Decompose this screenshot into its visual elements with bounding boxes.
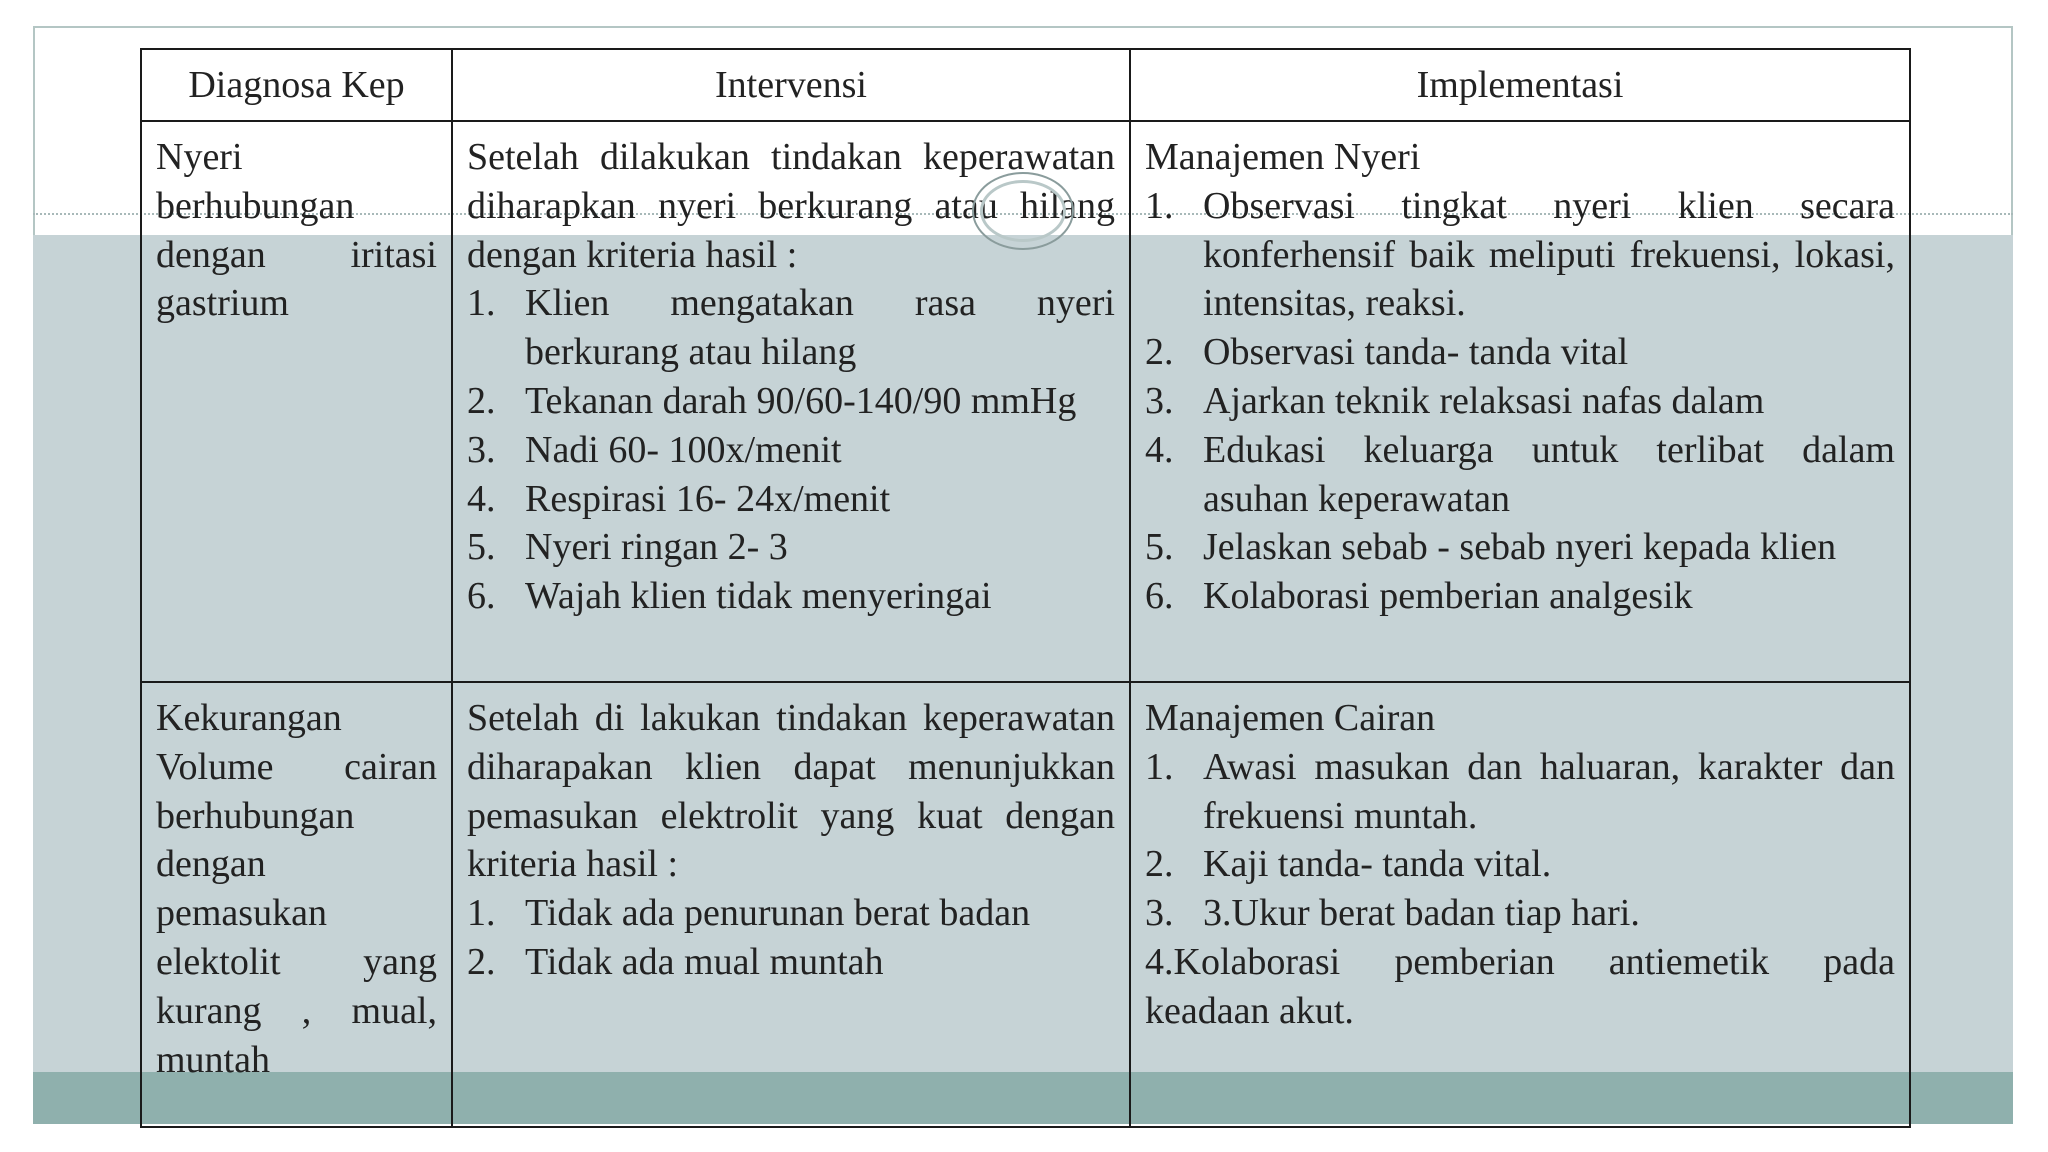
item-number: 2. (1145, 331, 1174, 374)
item-text: Tidak ada mual muntah (525, 940, 884, 983)
item-number: 3. (1145, 892, 1174, 935)
table-row (141, 682, 1910, 1127)
diagnosis-cell (141, 682, 452, 1127)
list-item (1145, 426, 1895, 524)
item-number: 5. (467, 526, 496, 569)
implementation-list (1145, 743, 1895, 938)
item-text: Edukasi keluarga untuk terlibat dalam asuhan keperawatan (1203, 428, 1895, 520)
diagnosis-text: Kekurangan Volume cairan berhubungan dengan pemasukan elektolit yang kurang , mual, muntah (156, 697, 437, 1081)
item-text: Nadi 60- 100x/menit (525, 428, 842, 471)
item-number: 4. (467, 477, 496, 520)
list-item (467, 938, 1115, 987)
item-text: Nyeri ringan 2- 3 (525, 526, 788, 569)
item-text: Jelaskan sebab - sebab nyeri kepada klien (1203, 526, 1837, 569)
list-item (1145, 889, 1895, 938)
item-number: 1. (1145, 184, 1174, 227)
implementation-list (1145, 182, 1895, 621)
implementation-cell (1130, 121, 1910, 682)
item-text: Wajah klien tidak menyeringai (525, 575, 992, 618)
list-item (1145, 182, 1895, 328)
list-item (467, 572, 1115, 621)
list-item (1145, 523, 1895, 572)
item-number: 1. (1145, 745, 1174, 788)
intervention-intro: Setelah dilakukan tindakan keperawatan diharapkan nyeri berkurang atau hilang dengan kriteria hasil : (467, 136, 1115, 276)
item-text: Respirasi 16- 24x/menit (525, 477, 891, 520)
item-text: Observasi tingkat nyeri klien secara konferhensif baik meliputi frekuensi, lokasi, intensitas, reaksi. (1203, 184, 1895, 325)
item-text: Kolaborasi pemberian analgesik (1203, 575, 1693, 618)
criteria-list (467, 889, 1115, 987)
implementation-title: Manajemen Cairan (1145, 697, 1436, 739)
list-item (467, 377, 1115, 426)
item-text: Observasi tanda- tanda vital (1203, 331, 1629, 374)
implementation-title: Manajemen Nyeri (1145, 136, 1421, 178)
item-text: Tekanan darah 90/60-140/90 mmHg (525, 379, 1077, 422)
decorative-ring-inner-icon (980, 180, 1066, 242)
diagnosis-cell (141, 121, 452, 682)
implementation-cell (1130, 682, 1910, 1127)
item-text: Ajarkan teknik relaksasi nafas dalam (1203, 379, 1765, 422)
intervention-cell (452, 682, 1130, 1127)
header-intervensi: Intervensi (452, 49, 1130, 121)
criteria-list (467, 279, 1115, 621)
item-text: Awasi masukan dan haluaran, karakter dan frekuensi muntah. (1203, 745, 1895, 837)
item-number: 1. (467, 282, 496, 325)
table-header-row (141, 49, 1910, 121)
list-item (467, 889, 1115, 938)
item-text: Tidak ada penurunan berat badan (525, 892, 1031, 935)
list-item (1145, 328, 1895, 377)
item-number: 3. (1145, 379, 1174, 422)
item-number: 2. (1145, 843, 1174, 886)
implementation-extra: 4.Kolaborasi pemberian antiemetik pada keadaan akut. (1145, 940, 1895, 1032)
list-item (1145, 743, 1895, 841)
list-item (467, 475, 1115, 524)
list-item (467, 279, 1115, 377)
intervention-intro: Setelah di lakukan tindakan keperawatan diharapakan klien dapat menunjukkan pemasukan elektrolit yang kuat dengan kriteria hasil : (467, 697, 1115, 886)
list-item (1145, 572, 1895, 621)
item-text: Klien mengatakan rasa nyeri berkurang atau hilang (525, 282, 1115, 374)
item-number: 2. (467, 379, 496, 422)
list-item (1145, 840, 1895, 889)
item-number: 6. (467, 575, 496, 618)
item-number: 4. (1145, 428, 1174, 471)
item-number: 1. (467, 892, 496, 935)
item-number: 6. (1145, 575, 1174, 618)
list-item (467, 426, 1115, 475)
item-number: 5. (1145, 526, 1174, 569)
item-text: 3.Ukur berat badan tiap hari. (1203, 892, 1640, 935)
item-text: Kaji tanda- tanda vital. (1203, 843, 1552, 886)
list-item (1145, 377, 1895, 426)
item-number: 2. (467, 940, 496, 983)
list-item (467, 523, 1115, 572)
header-implementasi: Implementasi (1130, 49, 1910, 121)
item-number: 3. (467, 428, 496, 471)
header-diagnosa: Diagnosa Kep (141, 49, 452, 121)
diagnosis-text: Nyeri berhubungan dengan iritasi gastrium (156, 136, 437, 325)
